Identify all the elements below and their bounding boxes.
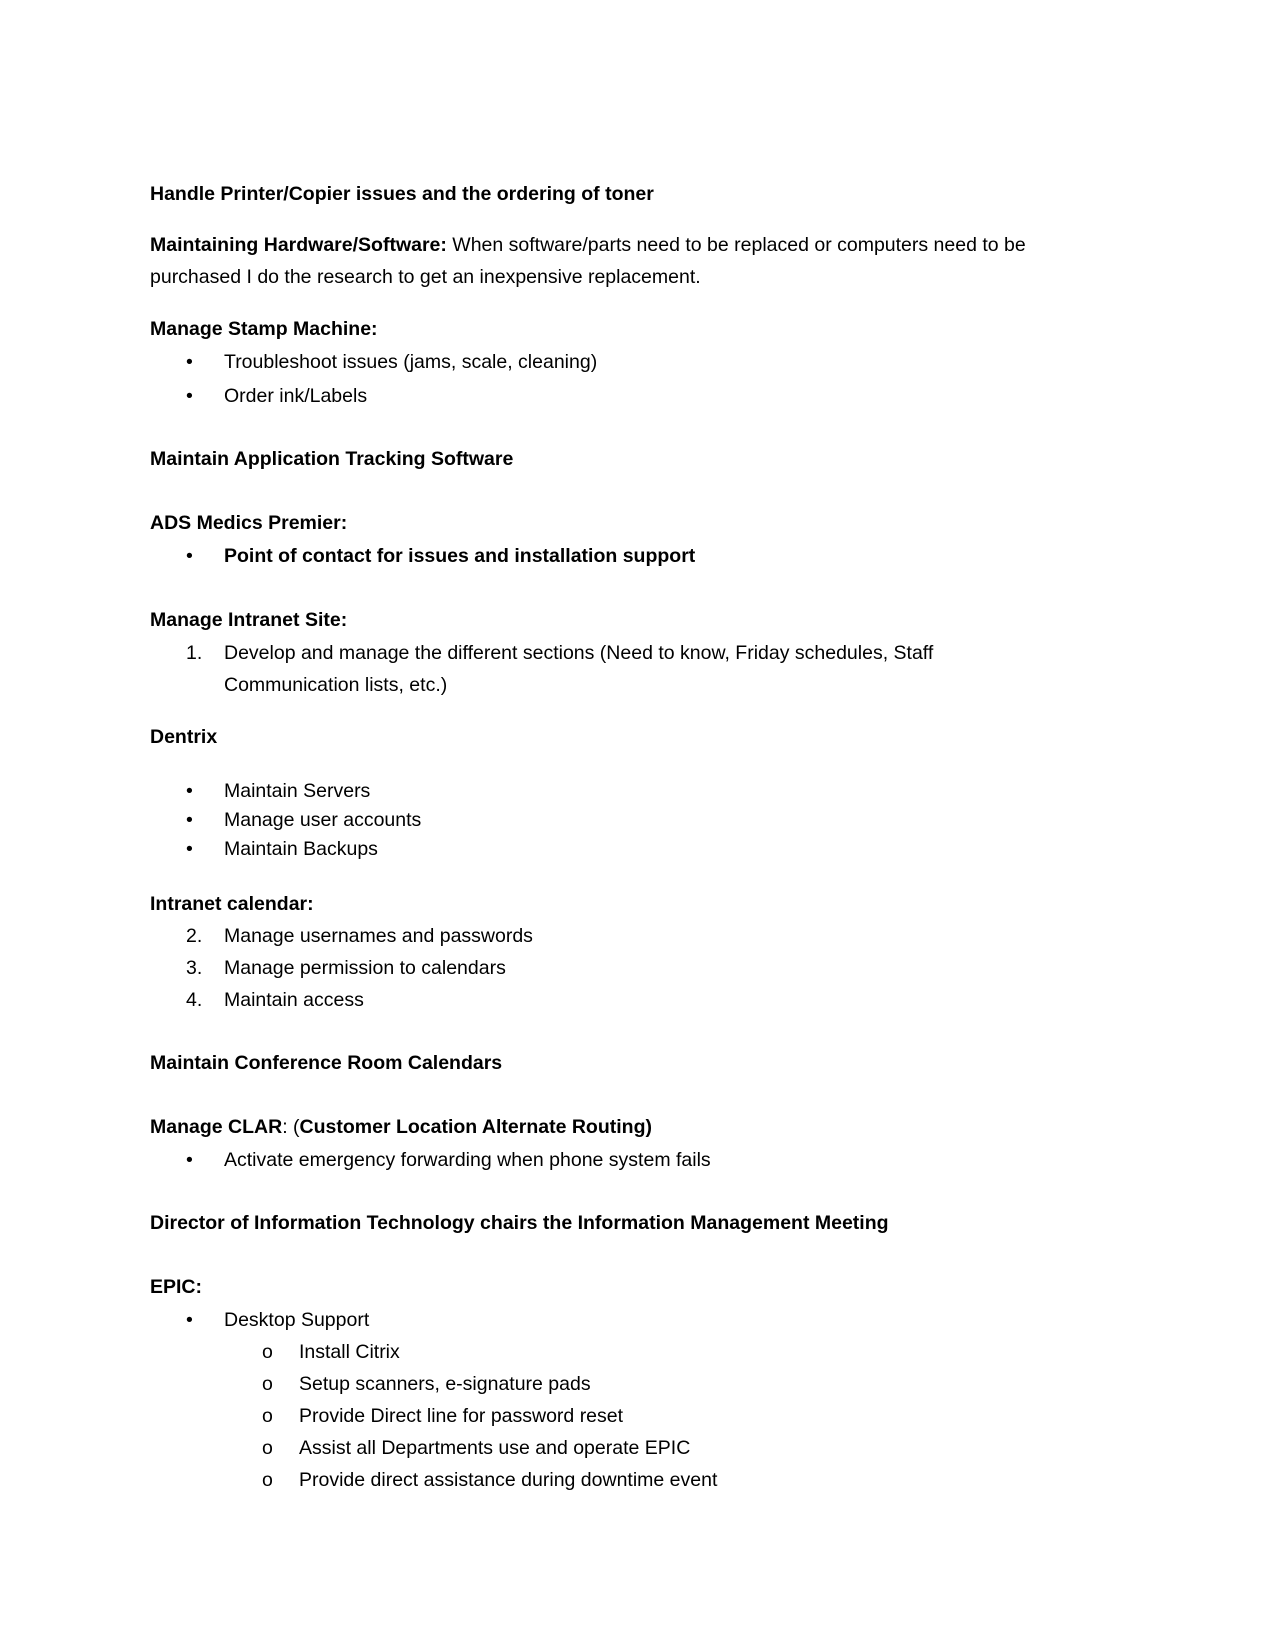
heading-clar	[150, 1114, 652, 1140]
heading-tracking-software: Maintain Application Tracking Software	[150, 448, 514, 470]
intranet-calendar-item: Maintain access	[224, 989, 364, 1011]
intranet-calendar-item: Manage usernames and passwords	[224, 925, 533, 947]
list-number: 4.	[186, 989, 203, 1011]
epic-item: Desktop Support	[224, 1309, 370, 1331]
ads-item: Point of contact for issues and installation support	[224, 545, 696, 567]
list-number: 2.	[186, 925, 203, 947]
stamp-item: Order ink/Labels	[224, 385, 368, 407]
heading-conference-calendars: Maintain Conference Room Calendars	[150, 1052, 503, 1074]
bullet-marker: •	[186, 545, 193, 567]
sub-bullet-marker: o	[262, 1341, 273, 1363]
bullet-marker: •	[186, 1309, 193, 1331]
heading-epic: EPIC:	[150, 1276, 203, 1298]
bullet-marker: •	[186, 1149, 193, 1171]
heading-intranet-calendar: Intranet calendar:	[150, 893, 314, 915]
bullet-marker: •	[186, 780, 193, 802]
intranet-calendar-item: Manage permission to calendars	[224, 957, 506, 979]
sub-bullet-marker: o	[262, 1405, 273, 1427]
dentrix-item: Maintain Servers	[224, 780, 371, 802]
dentrix-item: Manage user accounts	[224, 809, 422, 831]
intranet-site-item-line2: Communication lists, etc.)	[224, 674, 448, 696]
sub-bullet-marker: o	[262, 1437, 273, 1459]
heading-intranet-site: Manage Intranet Site:	[150, 609, 348, 631]
epic-subitem: Provide Direct line for password reset	[299, 1405, 624, 1427]
stamp-item: Troubleshoot issues (jams, scale, cleaning)	[224, 351, 598, 373]
dentrix-item: Maintain Backups	[224, 838, 378, 860]
hardware-text: When software/parts need to be replaced or computers need to be	[446, 234, 1026, 256]
list-number: 1.	[186, 642, 203, 664]
list-number: 3.	[186, 957, 203, 979]
sub-bullet-marker: o	[262, 1373, 273, 1395]
bullet-marker: •	[186, 385, 193, 407]
heading-ads-medics: ADS Medics Premier:	[150, 512, 348, 534]
hardware-label: Maintaining Hardware/Software:	[150, 234, 447, 256]
hardware-paragraph-line1	[150, 232, 1026, 258]
intranet-site-item-line1: Develop and manage the different sections (Need to know, Friday schedules, Staff	[224, 642, 934, 664]
clar-full-name: Customer Location Alternate Routing)	[299, 1116, 652, 1138]
epic-subitem: Assist all Departments use and operate EPIC	[299, 1437, 691, 1459]
bullet-marker: •	[186, 809, 193, 831]
clar-label: Manage CLAR	[150, 1116, 283, 1138]
heading-director: Director of Information Technology chairs the Information Management Meeting	[150, 1212, 889, 1234]
clar-item: Activate emergency forwarding when phone system fails	[224, 1149, 711, 1171]
epic-subitem: Provide direct assistance during downtime event	[299, 1469, 718, 1491]
hardware-paragraph-line2: purchased I do the research to get an inexpensive replacement.	[150, 266, 701, 288]
sub-bullet-marker: o	[262, 1469, 273, 1491]
epic-subitem: Install Citrix	[299, 1341, 400, 1363]
clar-separator: : (	[282, 1116, 300, 1138]
bullet-marker: •	[186, 838, 193, 860]
heading-stamp-machine: Manage Stamp Machine:	[150, 318, 378, 340]
epic-subitem: Setup scanners, e-signature pads	[299, 1373, 591, 1395]
heading-dentrix: Dentrix	[150, 726, 218, 748]
heading-printer: Handle Printer/Copier issues and the ordering of toner	[150, 183, 654, 205]
bullet-marker: •	[186, 351, 193, 373]
